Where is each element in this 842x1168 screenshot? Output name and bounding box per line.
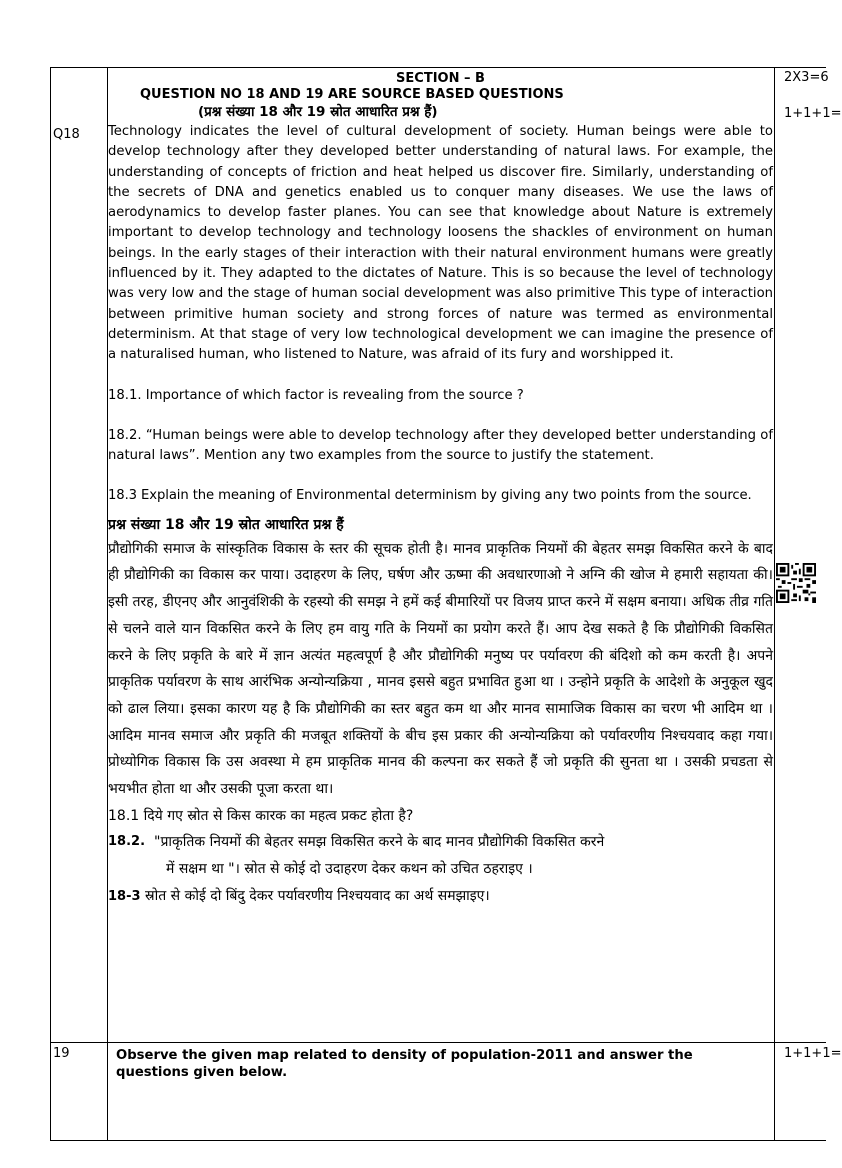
section-marks: 2X3=6 bbox=[784, 70, 829, 85]
q19-marks: 1+1+1= bbox=[784, 1046, 842, 1061]
question-number-18: Q18 bbox=[53, 127, 80, 142]
q18-question-3: 18.3 Explain the meaning of Environmental determinism by giving any two points from the source. bbox=[108, 488, 752, 504]
question-18-content bbox=[108, 68, 773, 911]
section-title: SECTION – B bbox=[396, 71, 485, 86]
q18-question-2: 18.2. “Human beings were able to develop technology after they developed better understanding of natural laws”. Mention any two examples from the source to justify the statement. bbox=[108, 427, 773, 464]
q18-question-1: 18.1. Importance of which factor is revealing from the source ? bbox=[108, 387, 524, 403]
table-bottom-border bbox=[50, 1140, 826, 1141]
hindi-question-2-number: 18.2. bbox=[108, 834, 146, 850]
table-left-border bbox=[50, 67, 51, 1141]
column-divider-2 bbox=[774, 67, 775, 1141]
hindi-question-2-line-2: में सक्षम था "। स्रोत से कोई दो उदाहरण देकर कथन को उचित ठहराइए । bbox=[166, 861, 533, 878]
hindi-question-3 bbox=[108, 883, 773, 911]
q19-text: Observe the given map related to density of population-2011 and answer the questions given below. bbox=[116, 1048, 693, 1080]
hindi-question-2 bbox=[108, 829, 773, 856]
hindi-heading: प्रश्न संख्या 18 और 19 स्रोत आधारित प्रश्न हैं bbox=[108, 516, 344, 533]
q18-marks-breakdown: 1+1+1= bbox=[784, 106, 842, 121]
hindi-passage: प्रौद्योगिकी समाज के सांस्कृतिक विकास के स्तर की सूचक होती है। मानव प्राकृतिक नियमों की बेहतर समझ विकसित करने के बाद ही प्रौद्योगिकी का विकास कर पाया। उदाहरण के लिए, घर्षण और ऊष्मा की अवधारणाओ ने अग्नि की खोज मे हमारी सहायता की। इसी तरह, डीएनए और आनुवंशिकी के रहस्यो की समझ ने हमें कई बीमारियों पर विजय प्राप्त करने में सक्षम बनाया। अधिक तीव्र गति से चलने वाले यान विकसित करने के लिए हम वायु गति के नियमों का प्रयोग करते हैं। आप देख सकते है कि प्रौद्योगिकी विकसित करने के लिए प्रकृति के बारे में ज्ञान अत्यंत महत्वपूर्ण है और प्रौद्योगिकी मनुष्य पर पर्यावरण की बंदिशो को कम करती है। अपने प्राकृतिक पर्यावरण के साथ आरंभिक अन्योन्यक्रिया , मानव इससे बहुत प्रभावित हुआ था । उन्होने प्रकृति के आदेशो के अनुकूल खुद को ढाल लिया। इसका कारण यह है कि प्रौद्योगिकी का स्तर बहुत कम था और मानव सामाजिक विकास का चरण भी आदिम था ।आदिम मानव समाज और प्रकृति की मजबूत शक्तियों के बीच इस प्रकार की अन्योन्यक्रिया को पर्यावरणीय निश्चयवाद कहा गया। प्रोध्योगिक विकास कि उस अवस्था मे हम प्राकृतिक मानव की कल्पना कर सकते हैं जो प्रकृति की सुनता था । उसकी प्रचडता से भयभीत होता था और उसकी पूजा करता था। bbox=[108, 540, 773, 798]
qr-code-icon bbox=[776, 563, 816, 603]
row-divider bbox=[50, 1042, 826, 1043]
hindi-question-3-text: स्रोत से कोई दो बिंदु देकर पर्यावरणीय निश्चयवाद का अर्थ समझाइए। bbox=[140, 887, 490, 904]
question-number-19: 19 bbox=[53, 1046, 70, 1061]
hindi-question-3-number: 18-3 bbox=[108, 888, 141, 904]
q18-passage: Technology indicates the level of cultural development of society. Human beings were able to develop technology after they developed better understanding of natural laws. For example, the understanding of concepts of friction and heat helped us discover fire. Similarly, understanding of the secrets of DNA and genetics enabled us to conquer many diseases. We use the laws of aerodynamics to develop faster planes. You can see that knowledge about Nature is extremely important to develop technology and technology loosens the shackles of environment on human beings. In the early stages of their interaction with their natural environment humans were greatly influenced by it. They adapted to the dictates of Nature. This is so because the level of technology was very low and the stage of human social development was also primitive This type of interaction between primitive human society and strong forces of nature was termed as environmental determinism. At that stage of very low technological development we can imagine the presence of a naturalised human, who listened to Nature, was afraid of its fury and worshipped it. bbox=[108, 124, 773, 363]
hindi-question-1: 18.1 दिये गए स्रोत से किस कारक का महत्व प्रकट होता है? bbox=[108, 807, 414, 824]
hindi-question-2-line-1: "प्राकृतिक नियमों की बेहतर समझ विकसित करने के बाद मानव प्रौद्योगिकी विकसित करने bbox=[154, 834, 605, 851]
section-subtitle: QUESTION NO 18 AND 19 ARE SOURCE BASED QUESTIONS bbox=[140, 87, 564, 102]
section-subtitle-hindi: (प्रश्न संख्या 18 और 19 स्रोत आधारित प्रश्न हैं) bbox=[198, 104, 438, 120]
